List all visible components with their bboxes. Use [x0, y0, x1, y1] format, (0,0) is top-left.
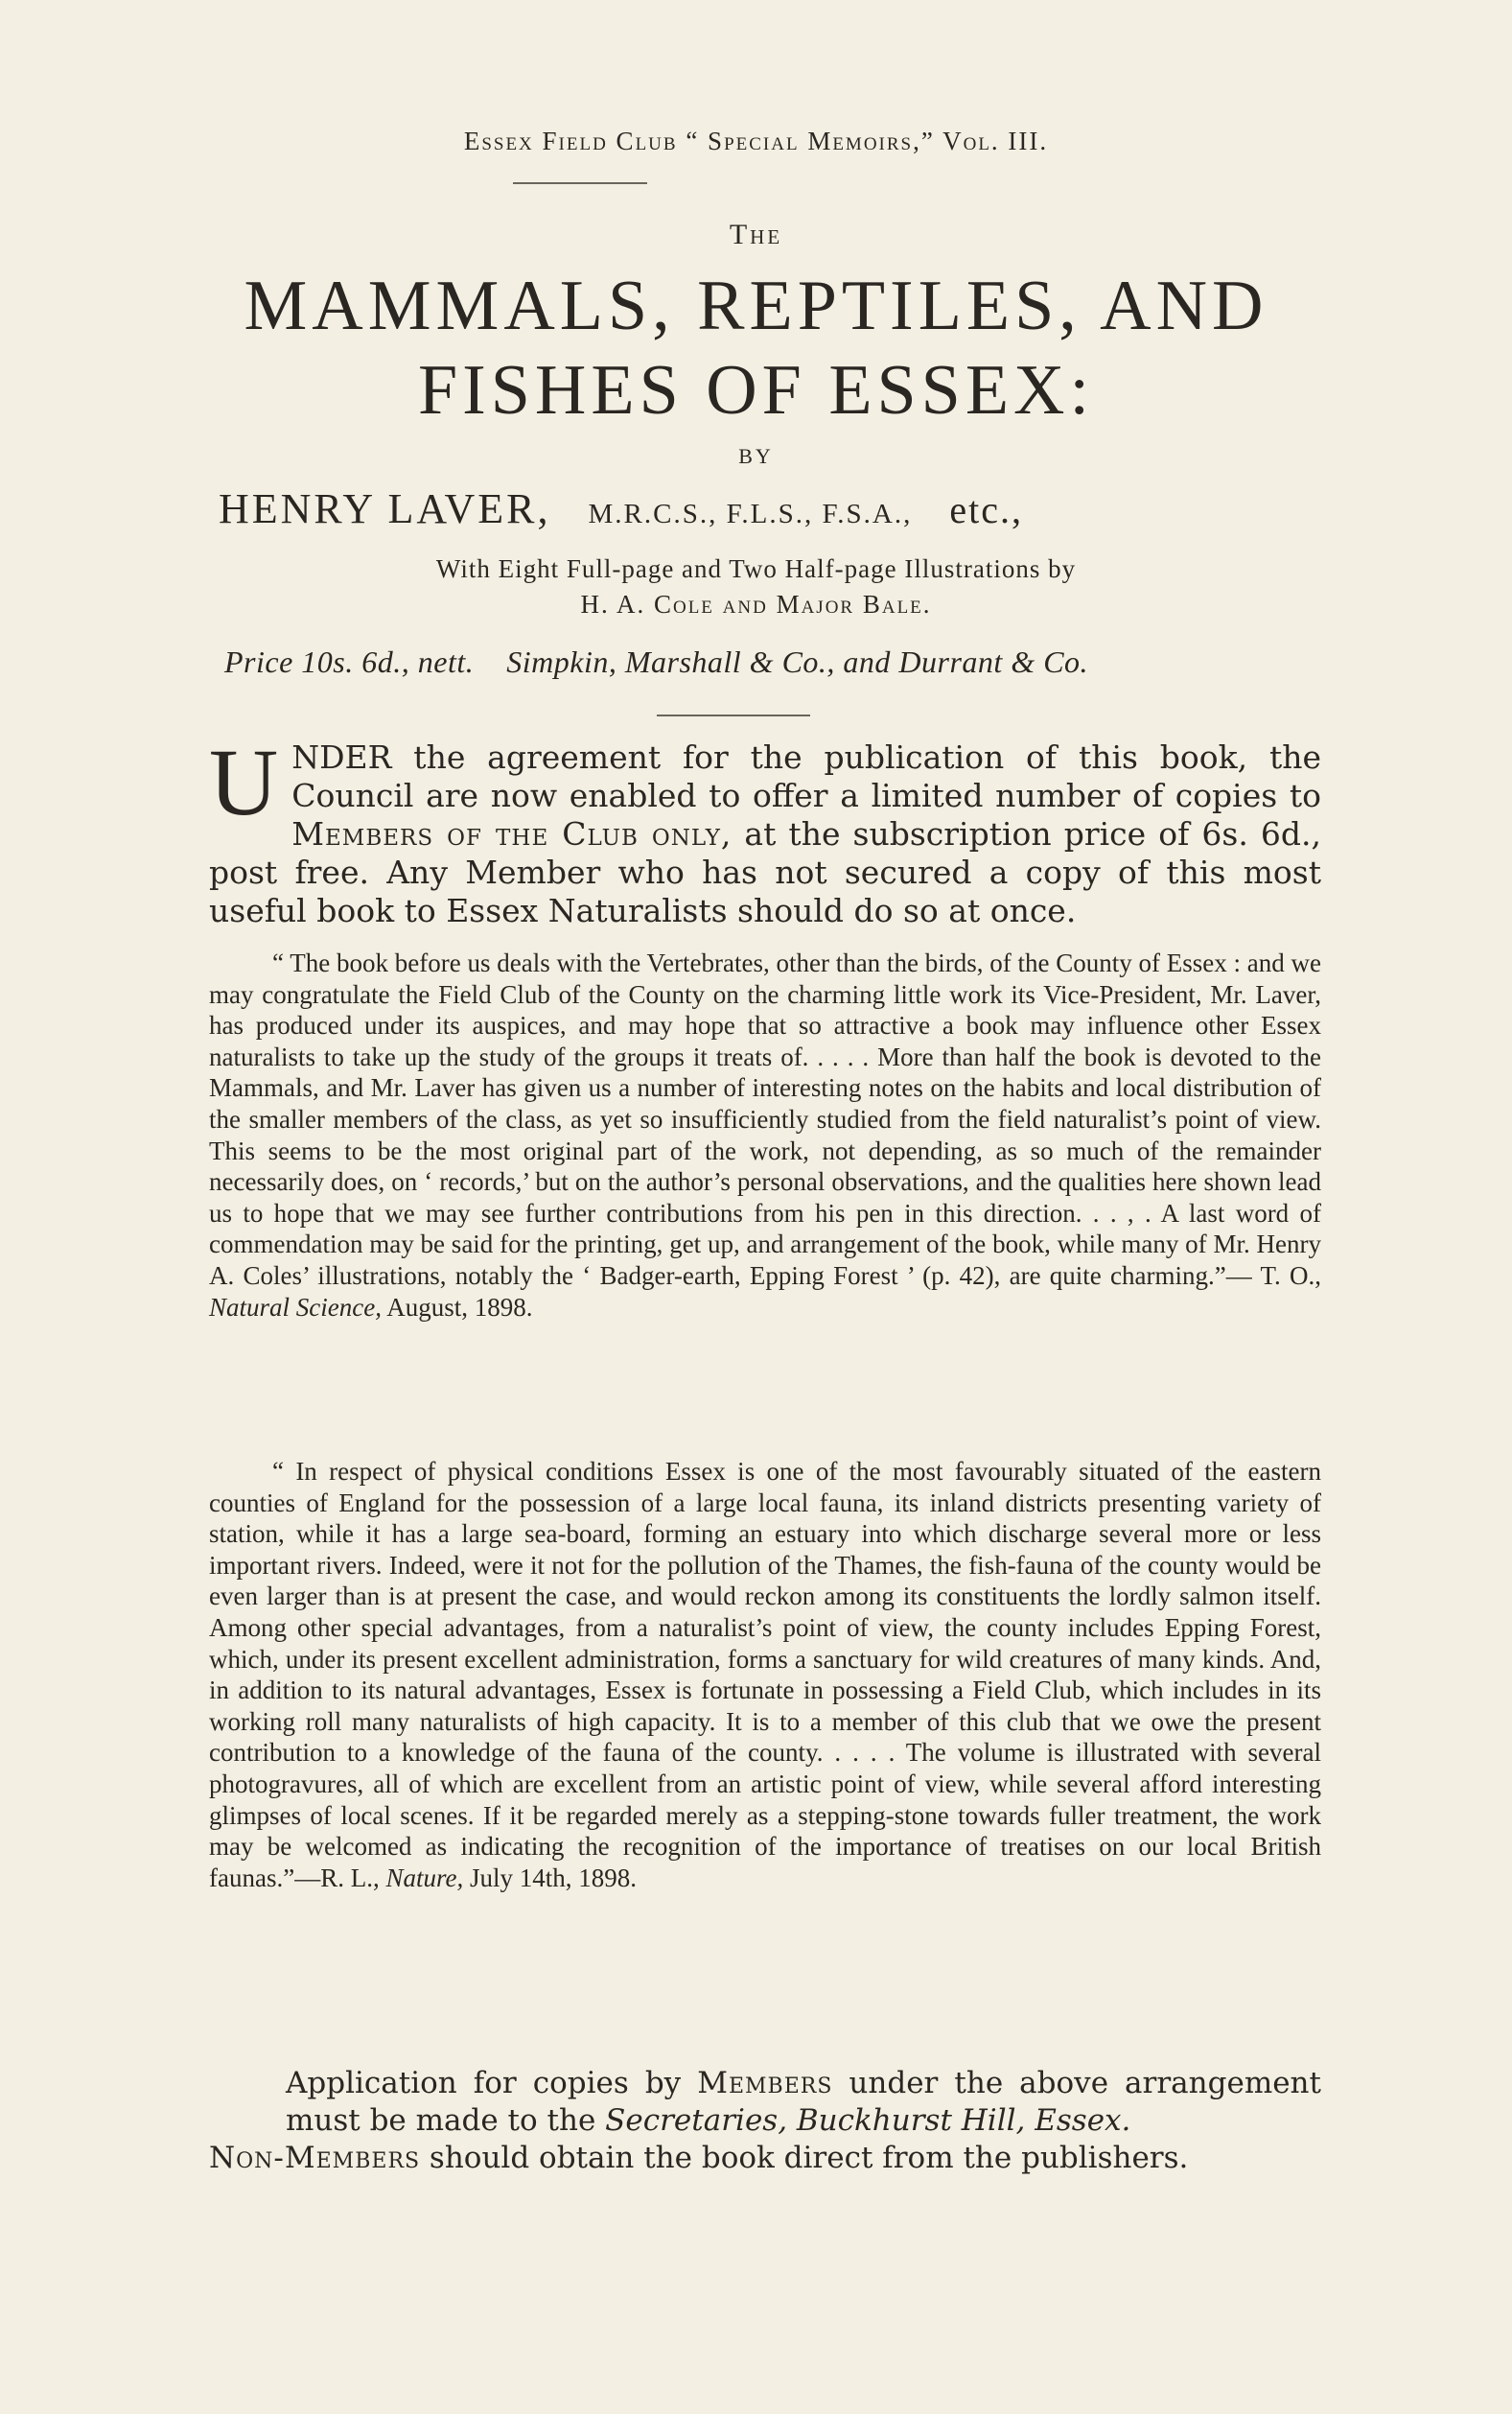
review-source: Natural Science, [209, 1292, 382, 1322]
intro-text: NDER the agreement for the publication of this book, the Council are now enabled to offer a limited number of copies to [291, 738, 1321, 814]
closing-members: Members [697, 2066, 833, 2100]
series-header: Essex Field Club “ Special Memoirs,” Vol. III. [463, 127, 1049, 155]
illustrations-note [0, 551, 1512, 622]
author-line [219, 484, 1321, 533]
closing-paragraph [209, 2065, 1321, 2177]
review-text: “ The book before us deals with the Vertebrates, other than the birds, of the County of Essex : and we may congratulate the Field Club of the County on the charming little work its Vice-President, Mr. Laver, has produced under its auspices, and may hope that so attractive a book may influence other Essex naturalists to take up the study of the groups it treats of. . . . . More than half the book is devoted to the Mammals, and Mr. Laver has given us a number of interesting notes on the habits and local distribution of the smaller members of the class, as yet so insufficiently studied from the field naturalist’s point of view. This seems to be the most original part of the work, not depending, as so much of the remainder necessarily does, on ‘ records,’ but on the author’s personal observations, and the qualities here shown lead us to hope that we may see further contributions from his pen in this direction. . . , . A last word of commendation may be said for the printing, get up, and arrangement of the book, while many of Mr. Henry A. Coles’ illustrations, notably the ‘ Badger-earth, Epping Forest ’ (p. 42), are quite charming.”— T. O., [209, 949, 1321, 1290]
intro-members-club: Members of the Club only, [291, 815, 733, 853]
review-source: Nature, [385, 1863, 464, 1892]
intro-paragraph [209, 729, 1321, 930]
review-date: July 14th, 1898. [463, 1863, 637, 1892]
book-title-line1: MAMMALS, REPTILES, AND [244, 267, 1268, 345]
illustrations-line1: With Eight Full-page and Two Half-page Illustrations by [435, 554, 1077, 583]
closing-text: under the above arrangement must be made to the [286, 2066, 1321, 2138]
book-title [0, 264, 1512, 433]
drop-cap: U [209, 729, 279, 835]
review-quote [209, 948, 1321, 1323]
review-date: August, 1898. [381, 1292, 533, 1322]
author-etc: etc., [949, 488, 1023, 531]
closing-last-line [209, 2140, 1321, 2177]
review-text: “ In respect of physical conditions Essex is one of the most favourably situated of the eastern counties of England for the possession of a large local fauna, its inland districts presenting variety of station, while it has a large sea-board, forming an estuary into which discharge several more or less important rivers. Indeed, were it not for the pollution of the Thames, the fish-fauna of the county would be even larger than is at present the case, and would reckon among its constituents the lordly salmon itself. Among other special advantages, from a naturalist’s point of view, the county includes Epping Forest, which, under its present excellent administration, forms a sanctuary for wild creatures of many kinds. And, in addition to its natural advantages, Essex is fortunate in possessing a Field Club, which includes in its working roll many naturalists of high capacity. It is to a member of this club that we owe the present contribution to a knowledge of the fauna of the county. . . . . The volume is illustrated with several photogravures, all of which are excellent from an artistic point of view, while several afford interesting glimpses of local scenes. If it be regarded merely as a stepping-stone towards fuller treatment, the work may be welcomed as indicating the recognition of the importance of treatises on our local British faunas.”—R. L., [209, 1457, 1321, 1892]
author-name: HENRY LAVER, [219, 485, 551, 532]
by-label: BY [738, 444, 774, 468]
title-article: The [729, 219, 783, 250]
price-line [224, 645, 1327, 680]
book-title-line2: FISHES OF ESSEX: [417, 351, 1095, 430]
closing-non-members: Non-Members [209, 2141, 421, 2175]
divider-rule [513, 182, 647, 184]
divider-rule [657, 715, 810, 716]
review-quote [209, 1456, 1321, 1893]
closing-text: Application for copies by [286, 2066, 698, 2100]
closing-secretaries: Secretaries, Buckhurst Hill, Essex. [605, 2103, 1131, 2138]
author-credentials: M.R.C.S., F.L.S., F.S.A., [588, 499, 913, 529]
illustrations-line2: H. A. Cole and Major Bale. [580, 590, 932, 619]
price-text: Price 10s. 6d., nett. [224, 645, 475, 679]
intro-text: at the subscription price of 6s. 6d., post free. Any Member who has not secured a copy of this most useful book to Essex Naturalists should do so at once. [209, 815, 1321, 929]
publishers-text: Simpkin, Marshall & Co., and Durrant & Co. [506, 645, 1089, 679]
closing-text: should obtain the book direct from the publishers. [420, 2141, 1189, 2175]
